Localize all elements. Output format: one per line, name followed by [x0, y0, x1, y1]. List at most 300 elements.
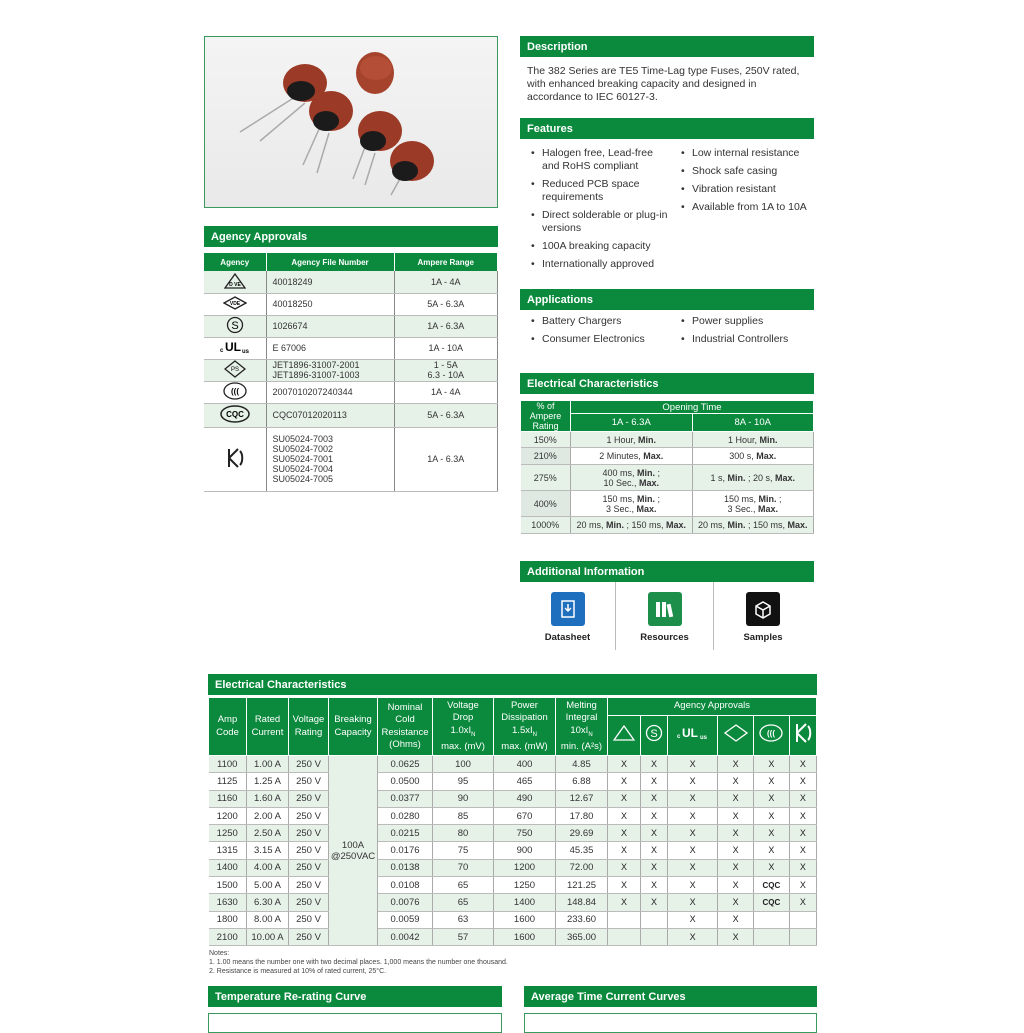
- approval-value: X: [732, 758, 739, 769]
- svg-text:(((: (((: [230, 387, 239, 396]
- opening-time-8a-10a: 20 ms, Min. ; 150 ms, Max.: [692, 517, 814, 534]
- agency-approvals-header: Agency Approvals: [608, 698, 817, 716]
- opening-time-row: [521, 448, 814, 465]
- approval-value: X: [651, 827, 658, 838]
- cold-resistance: 0.0176: [378, 842, 433, 859]
- feature-item: • Low internal resistance: [679, 147, 813, 160]
- agency-approval-mark: [640, 773, 667, 790]
- approval-value: X: [651, 758, 658, 769]
- approval-value: X: [689, 897, 696, 908]
- svg-text:UL: UL: [681, 726, 698, 741]
- agency-approvals-table: [204, 253, 498, 492]
- approval-value: X: [620, 845, 627, 856]
- approval-value: X: [651, 862, 658, 873]
- ampere-rating-pct: 150%: [521, 432, 571, 448]
- agency-approval-mark: [753, 894, 789, 911]
- opening-time-1a-6a: 20 ms, Min. ; 150 ms, Max.: [571, 517, 693, 534]
- agency-approval-mark: [640, 825, 667, 842]
- power-dissipation: 490: [494, 790, 556, 807]
- cold-resistance: 0.0059: [378, 911, 433, 928]
- approval-value: X: [651, 897, 658, 908]
- voltage-rating: 250 V: [289, 825, 329, 842]
- agency-approval-mark: [668, 773, 718, 790]
- rated-current: 2.00 A: [247, 807, 289, 824]
- agency-approval-mark: [753, 911, 789, 928]
- voltage-drop: 57: [433, 928, 494, 945]
- approval-value: CQC: [762, 880, 781, 890]
- agency-approval-mark: [640, 859, 667, 876]
- note-line: Notes:: [209, 950, 230, 957]
- elec-col-header: Amp Code: [209, 698, 247, 756]
- agency-approval-mark: [668, 807, 718, 824]
- approval-value: X: [732, 862, 739, 873]
- svg-text:S: S: [650, 728, 658, 741]
- voltage-rating: 250 V: [289, 756, 329, 773]
- approval-value: X: [732, 931, 739, 942]
- approval-value: X: [689, 775, 696, 786]
- feature-item: • Reduced PCB space requirements: [529, 178, 669, 204]
- ampere-rating-pct: 275%: [521, 465, 571, 491]
- agency-approval-mark: [668, 790, 718, 807]
- cold-resistance: 0.0076: [378, 894, 433, 911]
- kc-icon: [226, 461, 244, 471]
- cold-resistance: 0.0215: [378, 825, 433, 842]
- vde-icon: [608, 716, 641, 756]
- approval-value: X: [768, 845, 775, 856]
- feature-item: • 100A breaking capacity: [529, 240, 669, 253]
- approval-value: X: [799, 775, 806, 786]
- amp-code: 1100: [209, 756, 247, 773]
- approval-value: X: [732, 914, 739, 925]
- agency-file-number: 1026674: [266, 315, 394, 337]
- electrical-row: [209, 773, 817, 790]
- agency-approval-mark: [718, 756, 754, 773]
- cold-resistance: 0.0042: [378, 928, 433, 945]
- applications-list-right: [679, 315, 813, 351]
- approval-value: X: [689, 758, 696, 769]
- agency-row: [204, 381, 498, 403]
- agency-approval-mark: [789, 928, 816, 945]
- svg-text:us: us: [241, 349, 249, 355]
- agency-ampere-range: 5A - 6.3A: [394, 293, 498, 315]
- svg-text:S: S: [231, 320, 239, 332]
- agency-approval-mark: [640, 928, 667, 945]
- application-item: • Power supplies: [679, 315, 813, 328]
- rated-current: 5.00 A: [247, 877, 289, 894]
- melting-integral: 29.69: [556, 825, 608, 842]
- opening-time-1a-6a: 1 Hour, Min.: [571, 432, 693, 448]
- approval-value: X: [732, 845, 739, 856]
- application-item: • Battery Chargers: [529, 315, 679, 328]
- approval-value: X: [689, 793, 696, 804]
- cold-resistance: 0.0108: [378, 877, 433, 894]
- melting-integral: 72.00: [556, 859, 608, 876]
- datasheet-link[interactable]: [520, 582, 616, 650]
- agency-approval-mark: [789, 773, 816, 790]
- voltage-rating: 250 V: [289, 842, 329, 859]
- approval-value: X: [651, 879, 658, 890]
- voltage-rating: 250 V: [289, 773, 329, 790]
- cqc-icon: [220, 410, 250, 425]
- samples-link[interactable]: [714, 582, 812, 650]
- agency-approval-mark: [718, 877, 754, 894]
- elec-col-header: Breaking Capacity: [329, 698, 378, 756]
- amp-code: 1500: [209, 877, 247, 894]
- agency-approval-mark: [753, 877, 789, 894]
- agency-approval-mark: [753, 807, 789, 824]
- power-dissipation: 1600: [494, 911, 556, 928]
- elec-col-header: Rated Current: [247, 698, 289, 756]
- voltage-drop: 85: [433, 807, 494, 824]
- voltage-rating: 250 V: [289, 911, 329, 928]
- agency-row: [204, 293, 498, 315]
- voltage-rating: 250 V: [289, 859, 329, 876]
- agency-approval-mark: [668, 877, 718, 894]
- melting-integral: 6.88: [556, 773, 608, 790]
- agency-approval-mark: [718, 911, 754, 928]
- agency-approval-mark: [668, 825, 718, 842]
- melting-integral: 4.85: [556, 756, 608, 773]
- approval-value: X: [620, 793, 627, 804]
- agency-approval-mark: [668, 894, 718, 911]
- amp-code: 2100: [209, 928, 247, 945]
- rated-current: 8.00 A: [247, 911, 289, 928]
- approval-value: X: [689, 879, 696, 890]
- electrical-row: [209, 790, 817, 807]
- agency-approval-mark: [753, 842, 789, 859]
- svg-text:CQC: CQC: [225, 410, 244, 419]
- approval-value: X: [768, 862, 775, 873]
- agency-logo-cell: [204, 293, 266, 315]
- voltage-rating: 250 V: [289, 807, 329, 824]
- opening-time-title: Electrical Characteristics: [520, 373, 814, 394]
- agency-approval-mark: [608, 842, 641, 859]
- features-list-left: [529, 147, 669, 276]
- agency-approval-mark: [668, 911, 718, 928]
- cold-resistance: 0.0625: [378, 756, 433, 773]
- electrical-row: [209, 894, 817, 911]
- agency-approval-mark: [718, 825, 754, 842]
- opening-time-8a-10a: 150 ms, Min. ; 3 Sec., Max.: [692, 491, 814, 517]
- agency-approval-mark: [753, 928, 789, 945]
- agency-approval-mark: [718, 842, 754, 859]
- cold-resistance: 0.0500: [378, 773, 433, 790]
- time-current-curves-title: Average Time Current Curves: [524, 986, 817, 1007]
- electrical-row: [209, 756, 817, 773]
- agency-approval-mark: [789, 877, 816, 894]
- agency-ampere-range: 1A - 10A: [394, 337, 498, 359]
- amp-code: 1250: [209, 825, 247, 842]
- electrical-row: [209, 825, 817, 842]
- feature-item: • Internationally approved: [529, 258, 669, 271]
- approval-value: X: [620, 775, 627, 786]
- approval-value: X: [799, 793, 806, 804]
- power-dissipation: 465: [494, 773, 556, 790]
- opening-time-8a-10a: 1 s, Min. ; 20 s, Max.: [692, 465, 814, 491]
- melting-integral: 12.67: [556, 790, 608, 807]
- agency-logo-cell: [204, 337, 266, 359]
- agency-approval-mark: [640, 877, 667, 894]
- cold-resistance: 0.0280: [378, 807, 433, 824]
- agency-approval-mark: [789, 825, 816, 842]
- breaking-capacity: 100A @250VAC: [329, 756, 378, 946]
- temperature-rerating-title: Temperature Re-rating Curve: [208, 986, 502, 1007]
- melting-integral: 45.35: [556, 842, 608, 859]
- approval-value: X: [689, 827, 696, 838]
- elec-col-header: Power Dissipation $1.5xI_N$ max. (mW): [494, 698, 556, 756]
- agency-approval-mark: [753, 825, 789, 842]
- opening-time-1a-6a: 2 Minutes, Max.: [571, 448, 693, 465]
- amp-code: 1200: [209, 807, 247, 824]
- agency-approval-mark: [718, 773, 754, 790]
- notes: [209, 949, 809, 976]
- voltage-rating: 250 V: [289, 928, 329, 945]
- agency-approval-mark: [608, 877, 641, 894]
- agency-approval-mark: [789, 756, 816, 773]
- voltage-rating: 250 V: [289, 894, 329, 911]
- opening-time-8a-10a: 300 s, Max.: [692, 448, 814, 465]
- approval-value: X: [689, 931, 696, 942]
- agency-ampere-range: 1 - 5A 6.3 - 10A: [394, 359, 498, 381]
- opening-time-1a-6a: 400 ms, Min. ; 10 Sec., Max.: [571, 465, 693, 491]
- amp-code: 1160: [209, 790, 247, 807]
- agency-logo-cell: [204, 381, 266, 403]
- agency-approval-mark: [718, 807, 754, 824]
- range-8a-10a-header: 8A - 10A: [692, 414, 814, 432]
- agency-approval-mark: [640, 911, 667, 928]
- electrical-row: [209, 877, 817, 894]
- samples-label: Samples: [743, 632, 783, 643]
- pse-diamond-icon: [224, 367, 246, 380]
- applications-list-left: [529, 315, 679, 351]
- application-item: • Industrial Controllers: [679, 333, 813, 346]
- svg-text:VDE: VDE: [229, 301, 240, 307]
- opening-time-row: [521, 432, 814, 448]
- rated-current: 6.30 A: [247, 894, 289, 911]
- agency-file-number: E 67006: [266, 337, 394, 359]
- agency-row: [204, 403, 498, 427]
- rated-current: 2.50 A: [247, 825, 289, 842]
- agency-file-number: JET1896-31007-2001 JET1896-31007-1003: [266, 359, 394, 381]
- agency-approval-mark: [640, 756, 667, 773]
- voltage-rating: 250 V: [289, 790, 329, 807]
- approval-value: X: [732, 897, 739, 908]
- agency-approval-mark: [640, 842, 667, 859]
- svg-text:PS: PS: [230, 367, 239, 373]
- ccc-icon: [753, 716, 789, 756]
- fuse-photo-illustration: [205, 37, 499, 209]
- melting-integral: 365.00: [556, 928, 608, 945]
- opening-time-8a-10a: 1 Hour, Min.: [692, 432, 814, 448]
- agency-approval-mark: [608, 859, 641, 876]
- vde-diamond-icon: [223, 302, 247, 312]
- feature-item: • Shock safe casing: [679, 165, 813, 178]
- description-title: Description: [520, 36, 814, 57]
- semko-icon: [640, 716, 667, 756]
- approval-value: X: [768, 810, 775, 821]
- elec-col-header: Voltage Rating: [289, 698, 329, 756]
- rated-current: 3.15 A: [247, 842, 289, 859]
- cul-us-icon: [219, 340, 251, 357]
- voltage-drop: 95: [433, 773, 494, 790]
- agency-approval-mark: [789, 790, 816, 807]
- amp-code: 1630: [209, 894, 247, 911]
- rated-current: 1.00 A: [247, 756, 289, 773]
- agency-approval-mark: [668, 859, 718, 876]
- feature-item: • Vibration resistant: [679, 183, 813, 196]
- electrical-row: [209, 859, 817, 876]
- voltage-drop: 63: [433, 911, 494, 928]
- approval-value: X: [689, 810, 696, 821]
- power-dissipation: 400: [494, 756, 556, 773]
- amp-code: 1315: [209, 842, 247, 859]
- voltage-drop: 65: [433, 894, 494, 911]
- electrical-row: [209, 911, 817, 928]
- approval-value: X: [689, 862, 696, 873]
- feature-item: • Available from 1A to 10A: [679, 201, 813, 214]
- agency-approval-mark: [718, 790, 754, 807]
- approval-value: X: [620, 810, 627, 821]
- agency-logo-cell: [204, 315, 266, 337]
- approval-value: X: [732, 879, 739, 890]
- applications-title: Applications: [520, 289, 814, 310]
- pse-icon: [718, 716, 754, 756]
- additional-info-row: [520, 582, 814, 650]
- melting-integral: 121.25: [556, 877, 608, 894]
- description-text: The 382 Series are TE5 Time-Lag type Fuses, 250V rated, with enhanced breaking capacity and designed in accordance to IEC 60127-3.: [527, 65, 800, 103]
- agency-row: [204, 427, 498, 491]
- agency-logo-cell: [204, 271, 266, 293]
- voltage-rating: 250 V: [289, 877, 329, 894]
- rated-current: 1.25 A: [247, 773, 289, 790]
- agency-ampere-range: 1A - 6.3A: [394, 427, 498, 491]
- agency-approval-mark: [789, 911, 816, 928]
- agency-file-number: 40018249: [266, 271, 394, 293]
- agency-approval-mark: [789, 894, 816, 911]
- agency-approval-mark: [608, 928, 641, 945]
- elec-col-header: Melting Integral $10xI_N$ min. (A²s): [556, 698, 608, 756]
- agency-logo-cell: [204, 359, 266, 381]
- approval-value: X: [689, 845, 696, 856]
- voltage-drop: 70: [433, 859, 494, 876]
- power-dissipation: 1400: [494, 894, 556, 911]
- agency-approval-mark: [668, 928, 718, 945]
- vde-triangle-icon: [224, 281, 246, 291]
- features-title: Features: [520, 118, 814, 139]
- agency-approval-mark: [789, 807, 816, 824]
- agency-file-number: CQC07012020113: [266, 403, 394, 427]
- agency-approval-mark: [753, 790, 789, 807]
- power-dissipation: 1250: [494, 877, 556, 894]
- agency-file-number: SU05024-7003 SU05024-7002 SU05024-7001 SU05024-7004 SU05024-7005: [266, 427, 394, 491]
- agency-approval-mark: [640, 894, 667, 911]
- elec-col-header: Nominal Cold Resistance (Ohms): [378, 698, 433, 756]
- note-line: 1. 1.00 means the number one with two decimal places. 1,000 means the number one thousand.: [209, 959, 508, 966]
- agency-approval-mark: [640, 790, 667, 807]
- amp-code: 1125: [209, 773, 247, 790]
- range-1a-6a-header: 1A - 6.3A: [571, 414, 693, 432]
- feature-item: • Halogen free, Lead-free and RoHS compliant: [529, 147, 669, 173]
- cul-us-icon: [668, 716, 718, 756]
- elec-col-header: Voltage Drop $1.0xI_N$ max. (mV): [433, 698, 494, 756]
- agency-col-header: Agency: [204, 253, 266, 271]
- approval-value: X: [620, 758, 627, 769]
- svg-text:UL: UL: [224, 340, 241, 354]
- approval-value: X: [689, 914, 696, 925]
- file-number-col-header: Agency File Number: [266, 253, 394, 271]
- agency-file-number: 40018250: [266, 293, 394, 315]
- semko-s-icon: [226, 320, 244, 336]
- power-dissipation: 1600: [494, 928, 556, 945]
- voltage-drop: 100: [433, 756, 494, 773]
- ccc-icon: [223, 387, 247, 402]
- agency-approval-mark: [608, 807, 641, 824]
- agency-approval-mark: [753, 756, 789, 773]
- cold-resistance: 0.0377: [378, 790, 433, 807]
- approval-value: X: [799, 758, 806, 769]
- approval-value: X: [768, 775, 775, 786]
- datasheet-download-icon: [551, 592, 585, 626]
- approval-value: X: [799, 810, 806, 821]
- agency-approval-mark: [608, 790, 641, 807]
- agency-approval-mark: [608, 756, 641, 773]
- approval-value: X: [651, 810, 658, 821]
- agency-approval-mark: [608, 773, 641, 790]
- approval-value: X: [651, 793, 658, 804]
- melting-integral: 17.80: [556, 807, 608, 824]
- resources-books-icon: [648, 592, 682, 626]
- power-dissipation: 750: [494, 825, 556, 842]
- electrical-row: [209, 928, 817, 945]
- agency-approval-mark: [753, 773, 789, 790]
- product-photo: [204, 36, 498, 208]
- power-dissipation: 670: [494, 807, 556, 824]
- kc-icon: [789, 716, 816, 756]
- agency-ampere-range: 1A - 4A: [394, 381, 498, 403]
- agency-approval-mark: [718, 859, 754, 876]
- approval-value: X: [620, 897, 627, 908]
- melting-integral: 233.60: [556, 911, 608, 928]
- agency-row: [204, 271, 498, 293]
- melting-integral: 148.84: [556, 894, 608, 911]
- opening-time-row: [521, 465, 814, 491]
- opening-time-row: [521, 491, 814, 517]
- ampere-rating-pct: 400%: [521, 491, 571, 517]
- agency-logo-cell: [204, 427, 266, 491]
- power-dissipation: 1200: [494, 859, 556, 876]
- electrical-characteristics-title: Electrical Characteristics: [208, 674, 817, 695]
- cold-resistance: 0.0138: [378, 859, 433, 876]
- approval-value: X: [651, 845, 658, 856]
- resources-link[interactable]: [616, 582, 714, 650]
- agency-approval-mark: [640, 807, 667, 824]
- approval-value: X: [732, 827, 739, 838]
- approval-value: X: [799, 862, 806, 873]
- approval-value: X: [620, 827, 627, 838]
- ampere-rating-pct: 210%: [521, 448, 571, 465]
- agency-approval-mark: [668, 842, 718, 859]
- datasheet-label: Datasheet: [544, 632, 591, 643]
- agency-approval-mark: [608, 911, 641, 928]
- application-item: • Consumer Electronics: [529, 333, 679, 346]
- agency-approval-mark: [789, 859, 816, 876]
- ampere-rating-pct: 1000%: [521, 517, 571, 534]
- agency-row: [204, 315, 498, 337]
- agency-approvals-title: Agency Approvals: [204, 226, 498, 247]
- agency-approval-mark: [753, 859, 789, 876]
- electrical-characteristics-table: [208, 697, 817, 946]
- approval-value: X: [799, 897, 806, 908]
